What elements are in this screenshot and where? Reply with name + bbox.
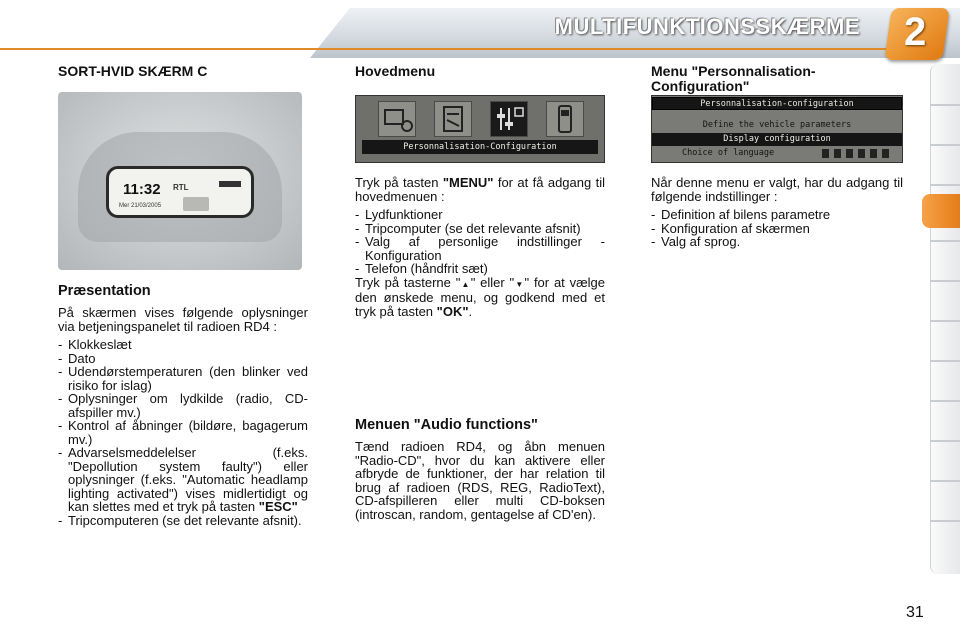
arrow-up-icon: ▲ <box>460 279 471 289</box>
list-item: - Valg af personlige indstillinger - Konfiguration <box>355 235 605 262</box>
radio-readout: RTL <box>173 183 189 192</box>
list-item: - Lydfunktioner <box>355 208 605 222</box>
telephone-icon <box>546 101 584 137</box>
personalisation-menu-lcd <box>651 95 903 163</box>
lcd-menu-title: Personnalisation-configuration <box>652 97 902 110</box>
trip-computer-icon <box>434 101 472 137</box>
display-items-list <box>58 338 308 527</box>
main-menu-list <box>355 208 605 276</box>
list-item: - Telefon (håndfrit sæt) <box>355 262 605 276</box>
nav-text: " for at vælge den ønskede menu, og godkend med et tryk på tasten <box>355 274 606 319</box>
section-heading-audio-functions: Menuen "Audio functions" <box>355 417 538 433</box>
tab-divider <box>930 184 960 186</box>
clock-readout: 11:32 <box>123 181 161 198</box>
nav-text: " eller " <box>470 274 515 290</box>
tab-divider <box>930 280 960 282</box>
list-item: - Kontrol af åbninger (bildøre, bagagerum mv.) <box>58 419 308 446</box>
list-item: - Definition af bilens parametre <box>651 208 903 222</box>
navigation-paragraph <box>355 276 605 319</box>
tab-divider <box>930 400 960 402</box>
dashboard-screen <box>106 166 254 218</box>
personalisation-list <box>651 208 903 249</box>
list-item: - Tripcomputeren (se det relevante afsnit). <box>58 514 308 528</box>
audio-body <box>355 440 605 521</box>
section-heading-hovedmenu: Hovedmenu <box>355 63 436 79</box>
esc-key-label: "ESC" <box>258 499 298 514</box>
warnings-text: Advarselsmeddelelser (f.eks. "Depollution system faulty") eller oplysninger (f.eks. "Automatic headlamp lighting activated") vises midlertidigt og kan slettes med et tryk på tasten <box>68 445 308 514</box>
signal-icon <box>219 181 241 187</box>
page-number: 31 <box>906 604 924 621</box>
intro-paragraph: På skærmen vises følgende oplysninger via betjeningspanelet til radioen RD4 : <box>58 305 308 334</box>
tab-divider <box>930 320 960 322</box>
section-heading-personnalisation: Menu "Personnalisation-Configuration" <box>651 63 816 94</box>
list-item: - Udendørstemperaturen (den blinker ved risiko for islag) <box>58 365 308 392</box>
intro-text: Tryk på tasten <box>355 175 439 190</box>
language-flags-icon <box>822 149 894 158</box>
personalisation-icon <box>490 101 528 137</box>
page-title: MULTIFUNKTIONSSKÆRME <box>554 14 860 39</box>
list-item: - Tripcomputer (se det relevante afsnit) <box>355 222 605 236</box>
audio-paragraph: Tænd radioen RD4, og åbn menuen "Radio-CD", hvor du kan aktivere eller afbryde de funktioner, der har relation til brug af radioen (RDS, REG, RadioText), CD-afspilleren eller multi CD-boksen (introscan, random, gentagelse af CD'en). <box>355 439 605 522</box>
tab-divider <box>930 104 960 106</box>
right-body <box>651 176 903 249</box>
menu-key-label: "MENU" <box>442 175 494 190</box>
section-heading-sort-hvid: SORT-HVID SKÆRM C <box>58 63 208 79</box>
section-heading-praesentation: Præsentation <box>58 283 151 299</box>
list-item: - Dato <box>58 352 308 366</box>
lcd-option-selected: Display configuration <box>652 133 902 146</box>
list-item-warnings <box>58 446 308 514</box>
list-item: - Klokkeslæt <box>58 338 308 352</box>
chapter-tabs <box>930 64 960 574</box>
nav-text: . <box>468 303 473 319</box>
tab-divider <box>930 520 960 522</box>
tab-divider <box>930 480 960 482</box>
tab-divider <box>930 144 960 146</box>
chapter-number: 2 <box>904 10 927 54</box>
tab-divider <box>930 440 960 442</box>
tab-chapter-2[interactable] <box>922 194 960 228</box>
car-diagram-icon <box>183 197 209 211</box>
tab-divider <box>930 360 960 362</box>
lcd-selection-label: Personnalisation-Configuration <box>362 140 598 154</box>
nav-text: Tryk på tasterne " <box>355 274 461 290</box>
left-body <box>58 306 308 527</box>
arrow-down-icon: ▼ <box>514 279 525 289</box>
lcd-option: Choice of language <box>682 148 775 158</box>
intro-text: for at få adgang til hovedmenuen : <box>355 175 605 204</box>
middle-body <box>355 176 605 318</box>
list-item: - Konfiguration af skærmen <box>651 222 903 236</box>
main-menu-lcd <box>355 95 605 163</box>
lcd-option: Define the vehicle parameters <box>702 120 852 130</box>
tab-divider <box>930 240 960 242</box>
ok-key-label: "OK" <box>436 303 469 319</box>
date-readout: Mer 21/03/2005 <box>119 203 162 209</box>
list-item: - Oplysninger om lydkilde (radio, CD-afspiller mv.) <box>58 392 308 419</box>
dashboard-photo <box>58 92 302 270</box>
audio-functions-icon <box>378 101 416 137</box>
list-item: - Valg af sprog. <box>651 235 903 249</box>
main-menu-intro <box>355 176 605 203</box>
header-rule <box>0 48 900 50</box>
personalisation-intro: Når denne menu er valgt, har du adgang til følgende indstillinger : <box>651 175 903 204</box>
